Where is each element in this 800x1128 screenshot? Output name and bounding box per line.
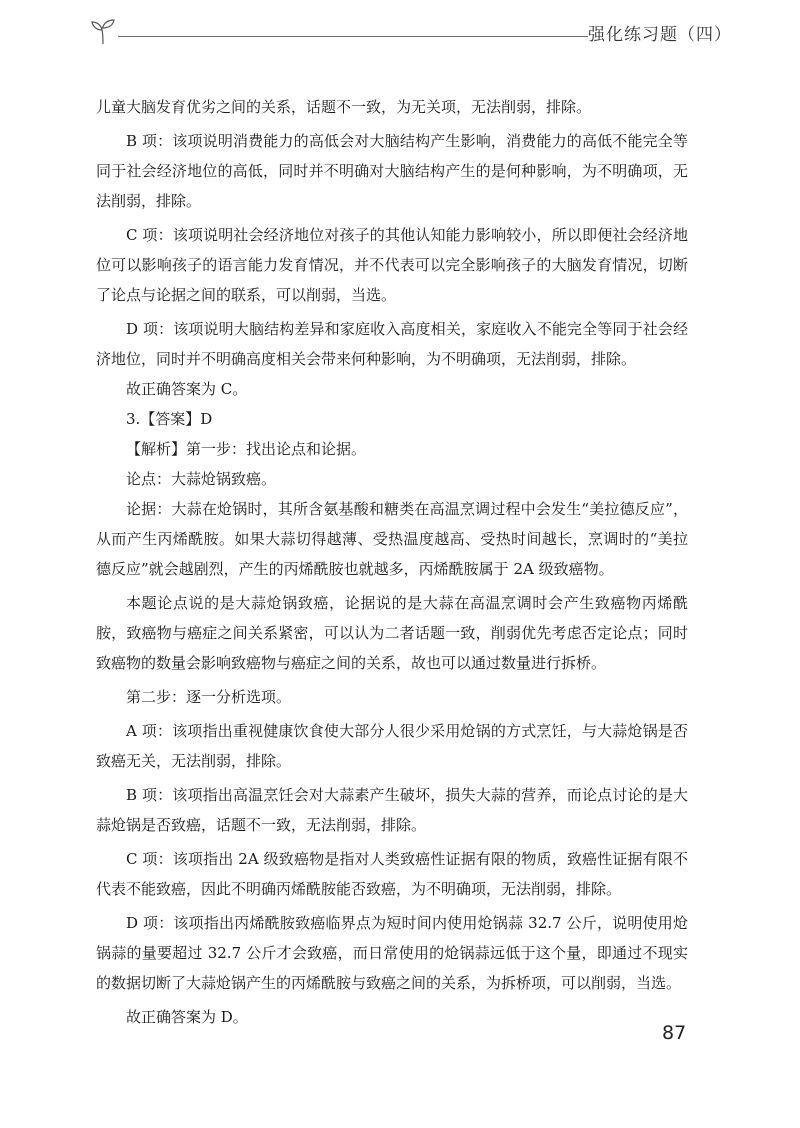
paragraph-continuation: 儿童大脑发育优劣之间的关系，话题不一致，为无关项，无法削弱，排除。 (96, 98, 592, 116)
paragraph-answer-c: 故正确答案为 C。 (126, 380, 248, 398)
q3-option-a: A 项：该项指出重视健康饮食使大部分人很少采用炝锅的方式烹饪，与大蒜炝锅是否致癌无关，无法削弱，排除。 (96, 722, 688, 770)
q3-option-b: B 项：该项指出高温烹饪会对大蒜素产生破坏，损失大蒜的营养，而论点讨论的是大蒜炝锅是否致癌，话题不一致，无法削弱，排除。 (96, 786, 688, 834)
page-header (88, 14, 736, 50)
q3-option-c: C 项：该项指出 2A 级致癌物是指对人类致癌性证据有限的物质，致癌性证据有限不代表不能致癌，因此不明确丙烯酰胺能否致癌，为不明确项，无法削弱，排除。 (96, 850, 688, 898)
q3-option-d: D 项：该项指出丙烯酰胺致癌临界点为短时间内使用炝锅蒜 32.7 公斤，说明使用炝锅蒜的量要超过 32.7 公斤才会致癌，而日常使用的炝锅蒜远低于这个量，即通过不现实的数据切断了大蒜炝锅产生的丙烯酰胺与致癌之间的关系，为拆桥项，可以削弱，当选。 (96, 914, 688, 992)
question-3-answer: 3.【答案】D (126, 410, 213, 428)
paragraph-answer-d: 故正确答案为 D。 (126, 1008, 248, 1026)
sprout-icon (88, 16, 118, 46)
header-title: 强化练习题（四） (588, 25, 732, 45)
page-number: 87 (662, 1022, 687, 1044)
analysis-step-1: 【解析】第一步：找出论点和论据。 (126, 440, 367, 458)
argument-evidence: 论据：大蒜在炝锅时，其所含氨基酸和糖类在高温烹调过程中会发生“美拉德反应”，从而产生丙烯酰胺。如果大蒜切得越薄、受热温度越高、受热时间越长，烹调时的“美拉德反应”就会越剧烈，产生的丙烯酰胺也就越多，丙烯酰胺属于 2A 级致癌物。 (96, 500, 688, 578)
page-body (96, 92, 688, 1032)
argument-summary: 本题论点说的是大蒜炝锅致癌，论据说的是大蒜在高温烹调时会产生致癌物丙烯酰胺，致癌物与癌症之间关系紧密，可以认为二者话题一致，削弱优先考虑否定论点；同时致癌物的数量会影响致癌物与癌症之间的关系，故也可以通过数量进行拆桥。 (96, 594, 688, 672)
paragraph-option-c: C 项：该项说明社会经济地位对孩子的其他认知能力影响较小，所以即便社会经济地位可以影响孩子的语言能力发育情况，并不代表可以完全影响孩子的大脑发育情况，切断了论点与论据之间的联系，可以削弱，当选。 (96, 226, 688, 304)
paragraph-option-d: D 项：该项说明大脑结构差异和家庭收入高度相关，家庭收入不能完全等同于社会经济地位，同时并不明确高度相关会带来何种影响，为不明确项，无法削弱，排除。 (96, 320, 688, 368)
analysis-step-2: 第二步：逐一分析选项。 (126, 688, 292, 706)
argument-claim: 论点：大蒜炝锅致癌。 (126, 470, 277, 488)
header-rule (118, 36, 588, 37)
paragraph-option-b: B 项：该项说明消费能力的高低会对大脑结构产生影响，消费能力的高低不能完全等同于社会经济地位的高低，同时并不明确对大脑结构产生的是何种影响，为不明确项，无法削弱，排除。 (96, 132, 688, 210)
